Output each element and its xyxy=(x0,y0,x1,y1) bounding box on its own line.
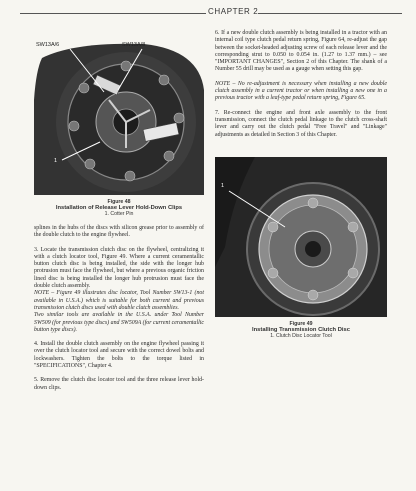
figure-49-number: Figure 49 xyxy=(289,320,313,327)
note-3: NOTE – Figure 49 illustrates disc locator, Tool Number SW13-1 (not available in U.S.A.) which is suitable for both current and previous transmission clutch discs used with double clutch assemblies. xyxy=(34,290,204,311)
figure-49-image xyxy=(215,157,387,317)
figure-48-photo xyxy=(34,30,204,195)
figure-48-caption xyxy=(34,199,204,217)
paragraph-6: 6. If a new double clutch assembly is being installed in a tractor with an internal coil type clutch pedal return spring, Figure 64, re-adjust the gap between the socket-headed adjusting screw of each release lever and the corresponding strut to 0.050 to 0.054 in. (1.27 to 1.37 mm.) – see "IMPORTANT CHANGES", Section 2 of this Chapter. The shank of a Number 55 drill may be used as a gauge when setting this gap. xyxy=(215,30,387,73)
paragraph-3: 3. Locate the transmission clutch disc on the flywheel, centralizing it with a clutch locator tool, Figure 49. Where a current ceramentallic button clutch disc is being installed, the side with the longer hub protrusion must face the flywheel, but where a previous organic friction lined disc is being installed the longer hub protrusion must face the double clutch assembly. xyxy=(34,246,204,290)
figure-49-label: 1 xyxy=(221,182,225,189)
figure-48-label-left: SW13A/6 xyxy=(36,42,60,48)
figure-48-title: Installation of Release Lever Hold-Down Clips xyxy=(55,205,183,211)
note-3b: Two similar tools are available in the U.S.A. under Tool Number SW509 (for previous type discs) and SW509A (for current ceramentallic button type discs). xyxy=(34,312,204,333)
note-6: NOTE – No re-adjustment is necessary when installing a new double clutch assembly in a current tractor or when installing a new one in a previous tractor with a leaf-type pedal return spring, Figure 65. xyxy=(215,80,387,102)
figure-48-image xyxy=(34,30,204,195)
header-rule-left xyxy=(20,13,206,14)
figure-48-item: 1. Cotter Pin xyxy=(104,211,134,217)
figure-49-item: 1. Clutch Disc Locator Tool xyxy=(270,332,332,339)
figure-49-title: Installing Transmission Clutch Disc xyxy=(252,326,350,333)
paragraph-5: 5. Remove the clutch disc locator tool and the three release lever hold-down clips. xyxy=(34,377,204,391)
page-header xyxy=(20,6,402,20)
paragraph-4: 4. Install the double clutch assembly on the engine flywheel passing it over the clutch locator tool and secure with the correct dowel bolts and lockwashers. Tighten the bolts to the torque listed in "SPECIFICATIONS", Chapter 4. xyxy=(34,341,204,370)
figure-49-photo xyxy=(215,157,387,317)
figure-48-label-bottom: 1 xyxy=(54,158,58,164)
paragraph-7: 7. Re-connect the engine and front axle assembly to the front transmission, connect the clutch pedal linkage to the clutch cross-shaft lever and carry out the clutch pedal "Free Travel" and "Linkage" adjustments as detailed in Section 3 of this Chapter. xyxy=(215,109,387,138)
left-column xyxy=(34,30,204,392)
paragraph-intro: splines in the hubs of the discs with silicon grease prior to assembly of the double clutch to the engine flywheel. xyxy=(34,225,204,239)
figure-49-caption xyxy=(215,321,387,339)
figure-48-number: Figure 48 xyxy=(107,199,131,205)
chapter-heading: CHAPTER 2 xyxy=(208,7,259,16)
right-column xyxy=(215,30,387,339)
figure-48-label-right: SW13A/8 xyxy=(122,42,146,48)
header-rule-right xyxy=(258,13,402,14)
